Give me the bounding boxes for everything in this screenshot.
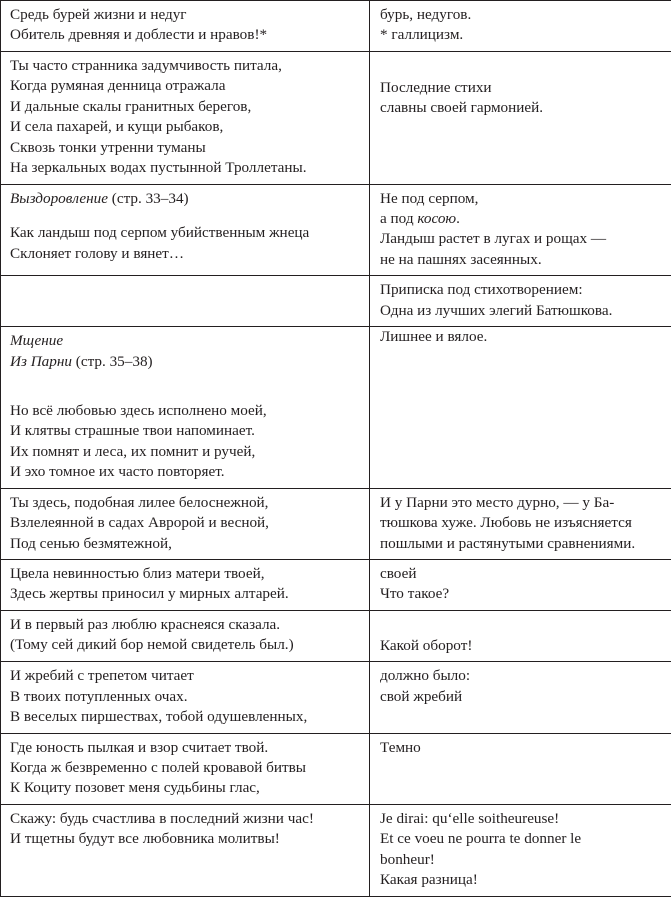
- verse-cell: [1, 327, 370, 489]
- note-line: славны своей гармонией.: [380, 98, 667, 118]
- verse-line: Когда румяная денница отражала: [10, 76, 361, 96]
- table-row: [1, 662, 671, 733]
- verse-cell: [1, 662, 370, 733]
- table-row: [1, 610, 671, 661]
- table-row: [1, 488, 671, 559]
- verse-line: На зеркальных водах пустынной Троллетаны.: [10, 158, 361, 178]
- verse-line: К Коциту позовет меня судьбины глас,: [10, 778, 361, 798]
- note-cell: [370, 51, 671, 184]
- verse-line: И в первый раз люблю краснеяся сказала.: [10, 615, 361, 635]
- note-cell: [370, 804, 671, 896]
- verse-subheading: [10, 352, 361, 372]
- verse-title-pages: (стр. 35–38): [72, 353, 153, 370]
- note-line: Какая разница!: [380, 870, 667, 890]
- note-cell: [370, 276, 671, 327]
- spacer-line: [10, 372, 361, 386]
- note-line: Последние стихи: [380, 78, 667, 98]
- verse-cell: [1, 804, 370, 896]
- verse-title-pages: (стр. 33–34): [108, 190, 189, 207]
- verse-line: И жребий с трепетом читает: [10, 666, 361, 686]
- verse-cell: [1, 488, 370, 559]
- note-line: Лишнее и вялое.: [380, 327, 667, 347]
- note-cell: [370, 184, 671, 276]
- empty-verse: [10, 280, 361, 294]
- note-line: Не под серпом,: [380, 189, 667, 209]
- spacer-line: [10, 209, 361, 223]
- note-line: свой жребий: [380, 687, 667, 707]
- verse-line: Ты часто странника задумчивость питала,: [10, 56, 361, 76]
- table-row: [1, 559, 671, 610]
- verse-line: Обитель древняя и доблести и нравов!*: [10, 25, 361, 45]
- note-line: бурь, недугов.: [380, 5, 667, 25]
- verse-title: Выздоровление: [10, 190, 108, 207]
- table-row: [1, 184, 671, 276]
- note-line: Какой оборот!: [380, 636, 667, 656]
- table-row: [1, 276, 671, 327]
- verse-line: И тщетны будут все любовника молитвы!: [10, 829, 361, 849]
- note-line: Что такое?: [380, 584, 667, 604]
- note-cell: [370, 662, 671, 733]
- verse-line: В твоих потупленных очах.: [10, 687, 361, 707]
- note-cell: [370, 1, 671, 52]
- note-cell: [370, 610, 671, 661]
- note-line: * галлицизм.: [380, 25, 667, 45]
- table-body: [1, 1, 671, 897]
- verse-line: Здесь жертвы приносил у мирных алтарей.: [10, 584, 361, 604]
- verse-line: В веселых пиршествах, тобой одушевленных,: [10, 707, 361, 727]
- note-cell: [370, 488, 671, 559]
- verse-cell: [1, 733, 370, 804]
- note-line: не на пашнях засеянных.: [380, 250, 667, 270]
- note-line: своей: [380, 564, 667, 584]
- verse-cell: [1, 276, 370, 327]
- table-row: [1, 51, 671, 184]
- note-line: Приписка под стихотворением:: [380, 280, 667, 300]
- note-line: Et ce voeu ne pourra te donner le: [380, 829, 667, 849]
- note-line: Ландыш растет в лугах и рощах —: [380, 229, 667, 249]
- note-cell: [370, 559, 671, 610]
- note-line: Темно: [380, 738, 667, 758]
- verse-cell: [1, 51, 370, 184]
- table-row: [1, 804, 671, 896]
- verse-line: И села пахарей, и кущи рыбаков,: [10, 117, 361, 137]
- verse-line: (Тому сей дикий бор немой свидетель был.): [10, 635, 361, 655]
- verse-line: И дальные скалы гранитных берегов,: [10, 97, 361, 117]
- note-line: Je dirai: qu‘elle soitheureuse!: [380, 809, 667, 829]
- note-emphasis: косою: [417, 210, 456, 227]
- table-row: [1, 1, 671, 52]
- note-line: [380, 209, 667, 229]
- verse-source: Из Парни: [10, 353, 72, 370]
- verse-line: Когда ж безвременно с полей кровавой битвы: [10, 758, 361, 778]
- verse-line: Их помнят и леса, их помнит и ручей,: [10, 442, 361, 462]
- verse-cell: [1, 559, 370, 610]
- verse-line: И клятвы страшные твои напоминает.: [10, 421, 361, 441]
- verse-cell: [1, 184, 370, 276]
- verse-cell: [1, 1, 370, 52]
- verse-line: Под сенью безмятежной,: [10, 534, 361, 554]
- verse-heading: [10, 189, 361, 209]
- note-text: а под: [380, 210, 417, 227]
- verse-line: Скажу: будь счастлива в последний жизни час!: [10, 809, 361, 829]
- note-line: И у Парни это место дурно, — у Ба-: [380, 493, 667, 513]
- verse-line: Ты здесь, подобная лилее белоснежной,: [10, 493, 361, 513]
- verse-heading: [10, 331, 361, 351]
- note-line: должно было:: [380, 666, 667, 686]
- note-line: пошлыми и растянутыми сравнениями.: [380, 534, 667, 554]
- verse-title: Мщение: [10, 332, 63, 349]
- note-line: тюшкова хуже. Любовь не изъясняется: [380, 513, 667, 533]
- verse-line: И эхо томное их часто повторяет.: [10, 462, 361, 482]
- spacer-line: [10, 386, 361, 400]
- table-row: [1, 327, 671, 489]
- verse-line: Где юность пылкая и взор считает твой.: [10, 738, 361, 758]
- table-row: [1, 733, 671, 804]
- verse-line: Склоняет голову и вянет…: [10, 244, 361, 264]
- verse-cell: [1, 610, 370, 661]
- note-text: .: [456, 210, 460, 227]
- verse-line: Но всё любовью здесь исполнено моей,: [10, 401, 361, 421]
- note-line: bonheur!: [380, 850, 667, 870]
- verse-line: Средь бурей жизни и недуг: [10, 5, 361, 25]
- verse-line: Сквозь тонки утренни туманы: [10, 138, 361, 158]
- verse-line: Взлелеянной в садах Авророй и весной,: [10, 513, 361, 533]
- verse-line: Цвела невинностью близ матери твоей,: [10, 564, 361, 584]
- note-line: Одна из лучших элегий Батюшкова.: [380, 301, 667, 321]
- note-cell: [370, 733, 671, 804]
- note-cell: [370, 327, 671, 489]
- verse-line: Как ландыш под серпом убийственным жнеца: [10, 223, 361, 243]
